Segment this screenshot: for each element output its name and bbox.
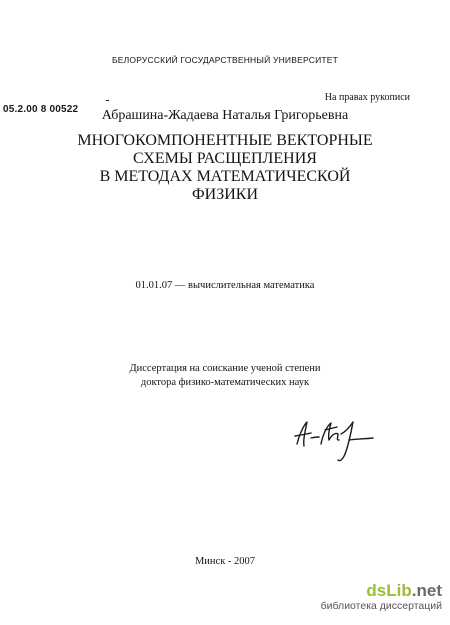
specialty-code: 01.01.07 — вычислительная математика [135,280,315,291]
title-line: ФИЗИКИ [192,186,258,203]
title-line: СХЕМЫ РАСЩЕПЛЕНИЯ [133,150,317,167]
place-and-year: Минск - 2007 [194,556,256,567]
dslib-watermark [321,582,442,613]
rights-note: На правах рукописи [324,92,410,103]
university-name: БЕЛОРУССКИЙ ГОСУДАРСТВЕННЫЙ УНИВЕРСИТЕТ [111,55,339,65]
dissertation-title [0,132,450,204]
author-name: Абрашина-Жадаева Наталья Григорьевна [101,108,349,123]
stamp-mark [106,100,109,101]
purpose-line: доктора физико-математических наук [140,377,310,388]
dissertation-purpose [0,362,450,390]
title-line: В МЕТОДАХ МАТЕМАТИЧЕСКОЙ [99,168,351,185]
watermark-logo: dsLib.net [366,581,442,600]
title-line: МНОГОКОМПОНЕНТНЫЕ ВЕКТОРНЫЕ [77,132,373,149]
handwritten-signature [283,404,383,469]
archive-stamp-code: 05.2.00 8 00522 [3,104,79,115]
purpose-line: Диссертация на соискание ученой степени [129,363,321,374]
watermark-subtitle: библиотека диссертаций [320,600,442,612]
